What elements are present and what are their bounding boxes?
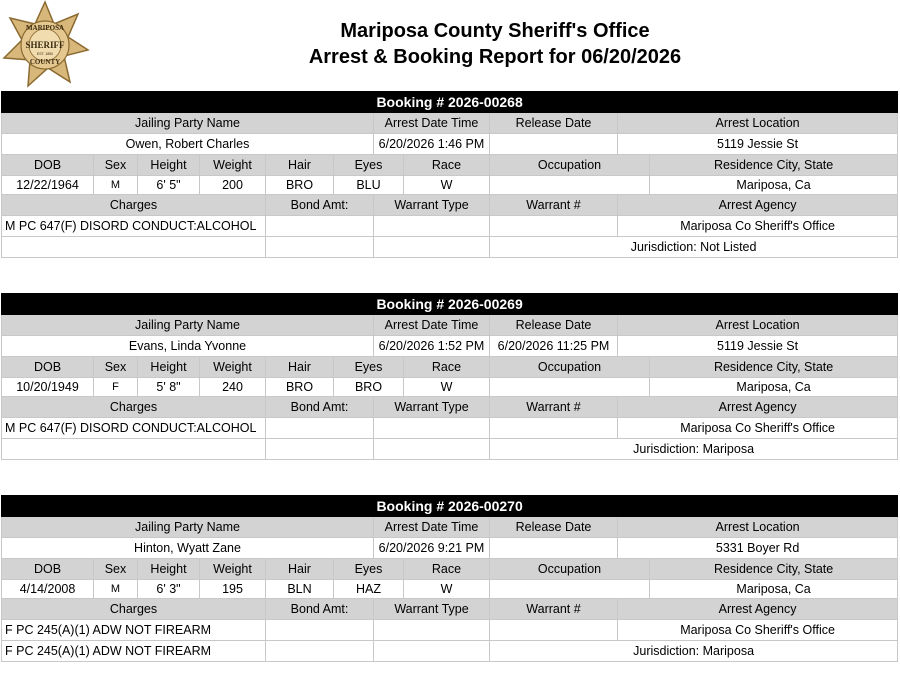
arrest-datetime: 6/20/2026 1:52 PM	[374, 336, 490, 357]
jailing-party-name: Hinton, Wyatt Zane	[2, 538, 374, 559]
report-subtitle: Arrest & Booking Report for 06/20/2026	[308, 46, 682, 68]
charge-2: F PC 245(A)(1) ADW NOT FIREARM	[2, 641, 266, 662]
warrant-type-2	[374, 641, 490, 662]
label-release-date: Release Date	[490, 113, 618, 134]
label-arrest-datetime: Arrest Date Time	[374, 113, 490, 134]
booking-record	[1, 91, 897, 258]
height-value: 6' 3"	[138, 580, 200, 599]
label-eyes: Eyes	[334, 559, 404, 580]
booking-table	[1, 495, 898, 662]
label-arrest-location: Arrest Location	[618, 517, 898, 538]
label-sex: Sex	[94, 155, 138, 176]
race-value: W	[404, 378, 490, 397]
charge-2	[2, 237, 266, 258]
jailing-party-name: Evans, Linda Yvonne	[2, 336, 374, 357]
label-weight: Weight	[200, 357, 266, 378]
label-race: Race	[404, 357, 490, 378]
label-warrant-type: Warrant Type	[374, 599, 490, 620]
warrant-number-1	[490, 216, 618, 237]
label-release-date: Release Date	[490, 517, 618, 538]
height-value: 6' 5"	[138, 176, 200, 195]
label-arrest-agency: Arrest Agency	[618, 195, 898, 216]
arrest-location: 5331 Boyer Rd	[618, 538, 898, 559]
label-occupation: Occupation	[490, 559, 650, 580]
label-dob: DOB	[2, 559, 94, 580]
arrest-agency: Mariposa Co Sheriff's Office	[618, 620, 898, 641]
eyes-value: HAZ	[334, 580, 404, 599]
label-height: Height	[138, 559, 200, 580]
label-residence: Residence City, State	[650, 559, 898, 580]
charge-1: M PC 647(F) DISORD CONDUCT:ALCOHOL	[2, 418, 266, 439]
label-height: Height	[138, 155, 200, 176]
bond-amount-1	[266, 216, 374, 237]
arrest-datetime: 6/20/2026 1:46 PM	[374, 134, 490, 155]
weight-value: 195	[200, 580, 266, 599]
badge-text-est: EST. 1850	[36, 52, 54, 56]
label-charges: Charges	[2, 397, 266, 418]
eyes-value: BRO	[334, 378, 404, 397]
charge-1: M PC 647(F) DISORD CONDUCT:ALCOHOL	[2, 216, 266, 237]
warrant-type-1	[374, 418, 490, 439]
bond-amount-2	[266, 641, 374, 662]
hair-value: BLN	[266, 580, 334, 599]
label-warrant-number: Warrant #	[490, 599, 618, 620]
hair-value: BRO	[266, 176, 334, 195]
label-release-date: Release Date	[490, 315, 618, 336]
warrant-number-1	[490, 620, 618, 641]
residence-value: Mariposa, Ca	[650, 176, 898, 195]
label-weight: Weight	[200, 155, 266, 176]
jurisdiction: Jurisdiction: Mariposa	[490, 641, 898, 662]
arrest-agency: Mariposa Co Sheriff's Office	[618, 418, 898, 439]
arrest-location: 5119 Jessie St	[618, 336, 898, 357]
label-bond: Bond Amt:	[266, 195, 374, 216]
jailing-party-name: Owen, Robert Charles	[2, 134, 374, 155]
warrant-type-1	[374, 620, 490, 641]
warrant-type-2	[374, 237, 490, 258]
arrest-datetime: 6/20/2026 9:21 PM	[374, 538, 490, 559]
charge-1: F PC 245(A)(1) ADW NOT FIREARM	[2, 620, 266, 641]
sex-value: M	[94, 580, 138, 599]
occupation-value	[490, 176, 650, 195]
warrant-number-1	[490, 418, 618, 439]
report-title: Mariposa County Sheriff's Office	[340, 20, 650, 42]
label-jailing-party: Jailing Party Name	[2, 113, 374, 134]
label-arrest-location: Arrest Location	[618, 113, 898, 134]
label-race: Race	[404, 155, 490, 176]
warrant-type-2	[374, 439, 490, 460]
label-dob: DOB	[2, 357, 94, 378]
sex-value: F	[94, 378, 138, 397]
label-warrant-number: Warrant #	[490, 195, 618, 216]
warrant-type-1	[374, 216, 490, 237]
sex-value: M	[94, 176, 138, 195]
label-height: Height	[138, 357, 200, 378]
eyes-value: BLU	[334, 176, 404, 195]
label-race: Race	[404, 559, 490, 580]
label-bond: Bond Amt:	[266, 397, 374, 418]
dob-value: 10/20/1949	[2, 378, 94, 397]
jurisdiction: Jurisdiction: Not Listed	[490, 237, 898, 258]
release-date	[490, 134, 618, 155]
badge-text-bottom: COUNTY	[29, 58, 61, 66]
label-hair: Hair	[266, 357, 334, 378]
arrest-location: 5119 Jessie St	[618, 134, 898, 155]
label-eyes: Eyes	[334, 357, 404, 378]
height-value: 5' 8"	[138, 378, 200, 397]
release-date	[490, 538, 618, 559]
bond-amount-2	[266, 237, 374, 258]
booking-table	[1, 91, 898, 258]
release-date: 6/20/2026 11:25 PM	[490, 336, 618, 357]
badge-text-top: MARIPOSA	[25, 24, 65, 32]
booking-record	[1, 495, 897, 662]
label-jailing-party: Jailing Party Name	[2, 315, 374, 336]
sheriff-star-badge-icon	[0, 0, 90, 90]
label-arrest-agency: Arrest Agency	[618, 599, 898, 620]
dob-value: 4/14/2008	[2, 580, 94, 599]
booking-record	[1, 293, 897, 460]
label-bond: Bond Amt:	[266, 599, 374, 620]
arrest-agency: Mariposa Co Sheriff's Office	[618, 216, 898, 237]
label-jailing-party: Jailing Party Name	[2, 517, 374, 538]
label-warrant-number: Warrant #	[490, 397, 618, 418]
weight-value: 240	[200, 378, 266, 397]
residence-value: Mariposa, Ca	[650, 378, 898, 397]
label-arrest-agency: Arrest Agency	[618, 397, 898, 418]
label-sex: Sex	[94, 357, 138, 378]
label-weight: Weight	[200, 559, 266, 580]
dob-value: 12/22/1964	[2, 176, 94, 195]
charge-2	[2, 439, 266, 460]
booking-number: Booking # 2026-00268	[2, 92, 898, 113]
label-arrest-location: Arrest Location	[618, 315, 898, 336]
label-occupation: Occupation	[490, 357, 650, 378]
bond-amount-1	[266, 620, 374, 641]
label-residence: Residence City, State	[650, 155, 898, 176]
label-arrest-datetime: Arrest Date Time	[374, 315, 490, 336]
report-header	[0, 0, 900, 90]
jurisdiction: Jurisdiction: Mariposa	[490, 439, 898, 460]
badge-text-mid: SHERIFF	[25, 40, 65, 50]
hair-value: BRO	[266, 378, 334, 397]
bond-amount-1	[266, 418, 374, 439]
label-sex: Sex	[94, 559, 138, 580]
label-hair: Hair	[266, 559, 334, 580]
label-charges: Charges	[2, 195, 266, 216]
label-charges: Charges	[2, 599, 266, 620]
label-eyes: Eyes	[334, 155, 404, 176]
label-occupation: Occupation	[490, 155, 650, 176]
bond-amount-2	[266, 439, 374, 460]
label-dob: DOB	[2, 155, 94, 176]
booking-number: Booking # 2026-00269	[2, 294, 898, 315]
booking-number: Booking # 2026-00270	[2, 496, 898, 517]
label-warrant-type: Warrant Type	[374, 397, 490, 418]
label-arrest-datetime: Arrest Date Time	[374, 517, 490, 538]
label-residence: Residence City, State	[650, 357, 898, 378]
occupation-value	[490, 378, 650, 397]
weight-value: 200	[200, 176, 266, 195]
residence-value: Mariposa, Ca	[650, 580, 898, 599]
booking-table	[1, 293, 898, 460]
occupation-value	[490, 580, 650, 599]
race-value: W	[404, 580, 490, 599]
label-warrant-type: Warrant Type	[374, 195, 490, 216]
label-hair: Hair	[266, 155, 334, 176]
race-value: W	[404, 176, 490, 195]
